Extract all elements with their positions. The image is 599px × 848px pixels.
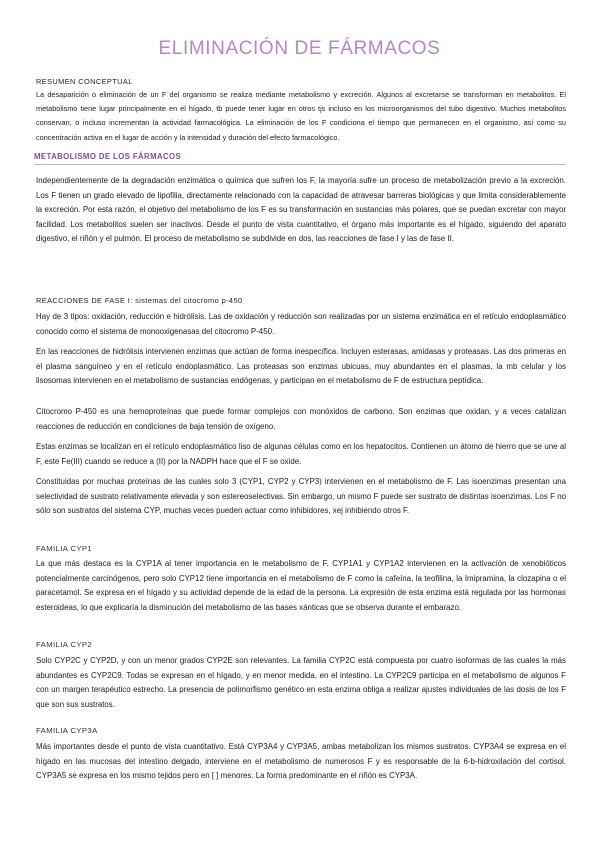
fase1-label: REACCIONES DE FASE I: sistemas del citocromo p-450 — [36, 296, 243, 305]
metabolismo-paragraph: Independientemente de la degradación enzimática o química que sufren los F, la mayoría sufre un proceso de metabolización previo a la excreción. Los F tienen un grado elevado de lipofilia, directamente relacionado con la capacidad de atravesar barreras biológicas y que limita considerablemente la excreción. Por esta razón, el objetivo del metabolismo de los F es su transformación en sustancias más polares, que se puedan excretar con mayor facilidad. Los metabolitos suelen ser inactivos. Desde el punto de vista cuantitativo, el órgano más importante es el hígado, siguiendo del aparato digestivo, el riñón y el pulmón. El proceso de metabolismo se subdivide en dos, las reacciones de fase I y las de fase II. — [36, 176, 566, 244]
fase1-paragraph-2: En las reacciones de hidrólisis intervienen enzimas que actúan de forma inespecífica. Incluyen esterasas, amidasas y proteasas. Las dos primeras en el plasma sanguíneo y en el retículo endoplasmático. Las proteasas son enzimas ubicuas, muy abundantes en el plasmas, la mb celular y los lisosomas intervienen en el metabolismo de sustancias endógenas, y participan en el metabolismo de F de estructura peptídica. — [36, 347, 566, 386]
cyp3-heading: FAMILIA CYP3A — [36, 726, 98, 735]
fase1-paragraph-4: Estas enzimas se localizan en el retículo endoplasmático liso de algunas células como en los hepatocitos. Contienen un átomo de hierro que se une al F, este Fe(III) cuando se reduce a (II) por la NADPH hace que el F se oxide. — [36, 442, 566, 466]
cyp2-heading: FAMILIA CYP2 — [36, 640, 93, 649]
fase1-paragraph-1: Hay de 3 tipos: oxidación, reducción e hidrólisis. Las de oxidación y reducción son realizadas por un sistema enzimática en el retículo endoplasmático conocido como el sistema de monooxigenasas del citocromo P-450. — [36, 312, 566, 336]
fase1-paragraph-5: Constituidas por muchas proteínas de las cuales solo 3 (CYP1, CYP2 y CYP3) intervienen en el metabolismo de F. Las isoenzimas presentan una selectividad de sustrato relativamente elevada y son estereoselectivas. Sin embargo, un mismo F puede ser sustrato de distintas isoenzimas. Los F no sólo son sustratos del sistema CYP, muchas veces pueden actuar como inhibidores, xej inhibiendo otros F. — [36, 477, 566, 516]
fase1-paragraph-3: Citocromo P-450 es una hemoproteínas que puede formar complejos con monóxidos de carbono. Son enzimas que oxidan, y a veces catalizan reacciones de reducción en condiciones de baja tensión de oxígeno. — [36, 407, 566, 431]
cyp2-paragraph: Solo CYP2C y CYP2D, y con un menor grados CYP2E son relevantes. La familia CYP2C está compuesta por cuatro isoformas de las cuales la más abundantes es CYP2C9. Todas se expresan en el hígado, y en menor medida, en el intestino. La CYP2C9 participa en el metabolismo de algunos F con un margen terapéutico estrecho. La presencia de polimorfismo genético en esta enzima obliga a realizar ajustes individuales de las dosis de los F que son sus sustratos. — [36, 656, 566, 709]
cyp1-heading: FAMILIA CYP1 — [36, 544, 93, 553]
cyp1-paragraph: La que más destaca es la CYP1A al tener importancia en le metabolismo de F. CYP1A1 y CYP1A2 intervienen en la activación de xenobióticos potencialmente carcinógenos, pero solo CYP12 tiene importancia en el metabolismo de F como la cafeína, la teofilina, la Imipramina, la clozapina o el paracetamol. Se expresa en el hígado y su actividad depende de la edad de la persona. La expresión de esta enzima está regulada por las hormonas esteroideas, lo que explicaría la disminución del metabolismo de las bases xánticas que se observa durante el embarazo. — [36, 559, 566, 612]
section-heading-metabolismo: METABOLISMO DE LOS FÁRMACOS — [34, 152, 566, 165]
cyp3-paragraph: Más importantes desde el punto de vista cuantitativo. Está CYP3A4 y CYP3A5, ambas metabolizan los mismos sustratos. CYP3A4 se expresa en el hígado en las mucosas del intestino delgado, interviene en el metabolismo de numerosos F y es responsable de la 6-b-hidroxilación del cortisol. CYP3A5 se expresa en los mismo tejidos pero en [ ] menores. La forma predominante en el riñón es CYP3A. — [36, 742, 566, 781]
resumen-paragraph: La desaparición o eliminación de un F del organismo se realiza mediante metabolismo y excreción. Algunos al excretarse se transforman en metabolitos. El metabolismo tiene lugar principalmente en el hígado, tb puede tener lugar en otros tjs incluso en los microorganismos del tubo digestivo. Muchos metabolitos conservan, o incluso incrementan la actividad farmacológica. La eliminación de los F condiciona el tiempo que permanecen en el organismo, así como su concentración activa en el lugar de acción y la intensidad y duración del efecto farmacológico. — [36, 90, 566, 142]
resumen-label: RESUMEN CONCEPTUAL — [36, 77, 133, 86]
page-title: ELIMINACIÓN DE FÁRMACOS — [158, 38, 441, 59]
